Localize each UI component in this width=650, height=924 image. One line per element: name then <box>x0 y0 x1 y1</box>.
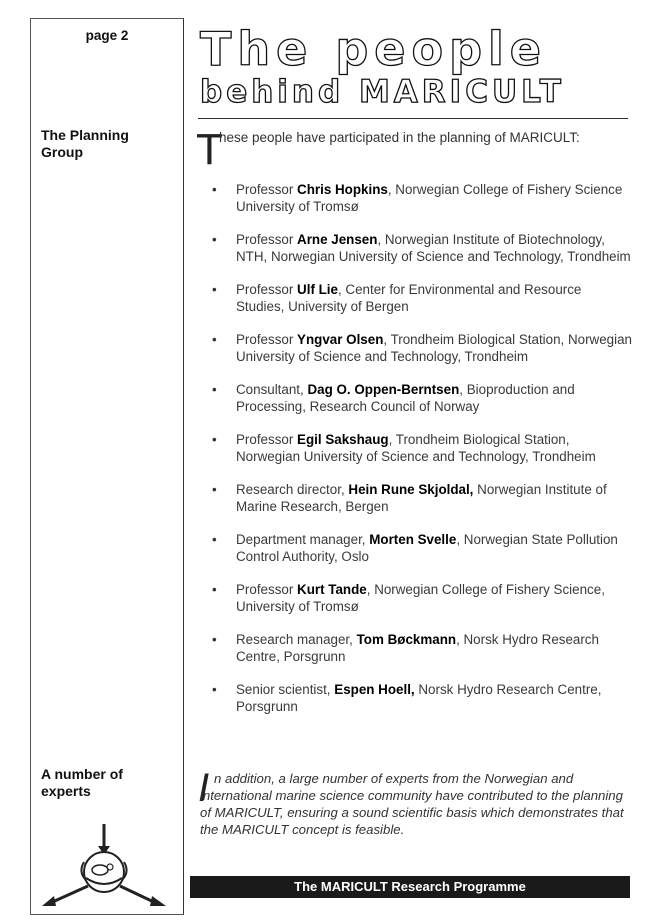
person-separator: , <box>383 332 391 347</box>
person-affiliation: Norwegian Institute of Biotechnology, NTH, Norwegian University of Science and Technology, Trondheim <box>236 232 631 264</box>
person-entry <box>212 332 632 365</box>
people-list <box>212 182 632 732</box>
person-affiliation: Center for Environmental and Resource Studies, University of Bergen <box>236 282 582 314</box>
person-name: Arne Jensen <box>297 232 378 247</box>
bullet-icon: • <box>212 532 217 547</box>
person-affiliation: Norsk Hydro Research Centre, Porsgrunn <box>236 632 599 664</box>
person-entry <box>212 432 632 465</box>
person-affiliation: Trondheim Biological Station, Norwegian University of Science and Technology, Trondheim <box>236 332 632 364</box>
person-title: Professor <box>236 282 294 297</box>
person-name: Ulf Lie <box>297 282 338 297</box>
person-entry <box>212 182 632 215</box>
title-line-2: behind MARICULT <box>200 74 565 110</box>
person-separator: , <box>388 432 396 447</box>
person-affiliation: Trondheim Biological Station, Norwegian University of Science and Technology, Trondheim <box>236 432 596 464</box>
bullet-icon: • <box>212 482 217 497</box>
person-entry <box>212 632 632 665</box>
bullet-icon: • <box>212 382 217 397</box>
person-name: Tom Bøckmann <box>356 632 457 647</box>
person-separator: , <box>366 582 375 597</box>
title-divider <box>198 118 628 119</box>
person-title: Senior scientist, <box>236 682 331 697</box>
page-number: page 2 <box>85 28 129 43</box>
person-entry <box>212 582 632 615</box>
bullet-icon: • <box>212 582 217 597</box>
person-title: Research director, <box>236 482 345 497</box>
person-separator: , <box>456 532 464 547</box>
person-affiliation: Norwegian Institute of Marine Research, Bergen <box>236 482 607 514</box>
person-entry <box>212 682 632 715</box>
title-line-1: The people <box>200 22 547 76</box>
bullet-icon: • <box>212 682 217 697</box>
person-entry <box>212 282 632 315</box>
person-entry <box>212 482 632 515</box>
person-entry <box>212 382 632 415</box>
person-affiliation: Norwegian State Pollution Control Authority, Oslo <box>236 532 618 564</box>
bullet-icon: • <box>212 332 217 347</box>
closing-dropcap: I <box>198 766 210 810</box>
person-name: Espen Hoell, <box>334 682 415 697</box>
bullet-icon: • <box>212 182 217 197</box>
person-separator: , <box>456 632 464 647</box>
person-name: Yngvar Olsen <box>297 332 384 347</box>
bullet-icon: • <box>212 632 217 647</box>
intro-text: hese people have participated in the planning of MARICULT: <box>219 130 580 145</box>
person-separator: , <box>387 182 396 197</box>
person-entry <box>212 532 632 565</box>
person-affiliation: Bioproduction and Processing, Research Council of Norway <box>236 382 575 414</box>
person-name: Hein Rune Skjoldal, <box>348 482 474 497</box>
person-affiliation: Norsk Hydro Research Centre, Porsgrunn <box>236 682 602 714</box>
person-name: Egil Sakshaug <box>297 432 389 447</box>
person-entry <box>212 232 632 265</box>
person-separator: , <box>377 232 385 247</box>
person-title: Professor <box>236 332 294 347</box>
person-name: Morten Svelle <box>369 532 457 547</box>
footer-bar: The MARICULT Research Programme <box>190 876 630 898</box>
person-separator: , <box>337 282 346 297</box>
maricult-logo <box>34 822 174 913</box>
bullet-icon: • <box>212 232 217 247</box>
person-separator: , <box>459 382 467 397</box>
person-title: Department manager, <box>236 532 366 547</box>
person-title: Professor <box>236 232 294 247</box>
person-title: Professor <box>236 432 294 447</box>
person-title: Professor <box>236 182 294 197</box>
person-title: Professor <box>236 582 294 597</box>
person-name: Kurt Tande <box>297 582 367 597</box>
person-title: Research manager, <box>236 632 353 647</box>
bullet-icon: • <box>212 432 217 447</box>
closing-paragraph: n addition, a large number of experts from the Norwegian and international marine science community have contributed to the planning of MARICULT, ensuring a sound scientific basis which demonstrates that the MARICULT concept is feasible. <box>200 771 624 837</box>
intro-dropcap: T <box>196 125 223 174</box>
sidebar-heading-experts: A number of experts <box>41 766 123 799</box>
person-affiliation: Norwegian College of Fishery Science, University of Tromsø <box>236 582 605 614</box>
person-affiliation: Norwegian College of Fishery Science University of Tromsø <box>236 182 623 214</box>
bullet-icon: • <box>212 282 217 297</box>
person-name: Dag O. Oppen-Berntsen <box>307 382 460 397</box>
person-name: Chris Hopkins <box>297 182 388 197</box>
person-title: Consultant, <box>236 382 304 397</box>
sidebar-heading-planning: The Planning Group <box>41 127 129 160</box>
